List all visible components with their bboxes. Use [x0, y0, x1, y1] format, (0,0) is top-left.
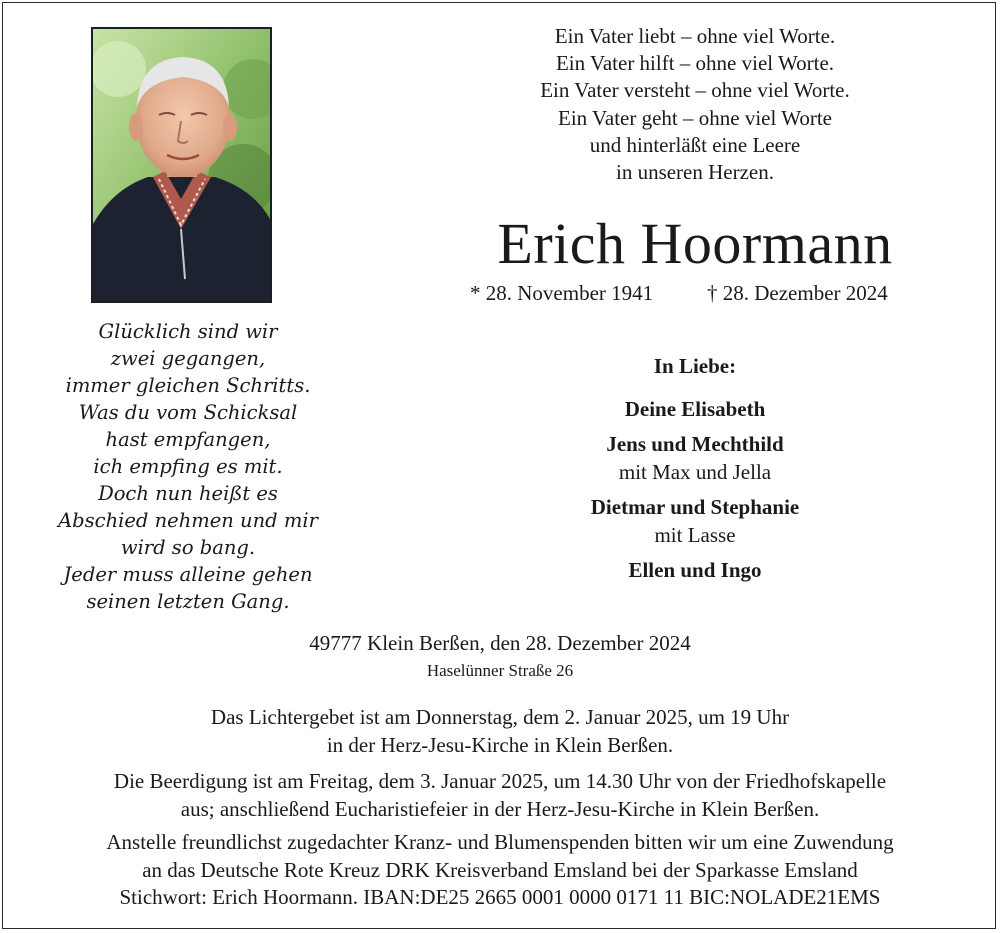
- notice-line: Die Beerdigung ist am Freitag, dem 3. Januar 2025, um 14.30 Uhr von der Friedhofskapelle: [113, 769, 887, 793]
- verse-line: Ein Vater versteht – ohne viel Worte.: [540, 78, 850, 103]
- death-date: † 28. Dezember 2024: [707, 281, 888, 305]
- poem-line: hast empfangen,: [105, 428, 271, 451]
- poem-line: zwei gegangen,: [110, 347, 266, 370]
- notice-line: in der Herz-Jesu-Kirche in Klein Berßen.: [326, 732, 674, 757]
- poem-line: Doch nun heißt es: [98, 482, 278, 505]
- verse-line: Ein Vater hilft – ohne viel Worte.: [555, 51, 835, 76]
- mourner-name: Jens und Mechthild: [606, 432, 784, 456]
- street-address: Haselünner Straße 26: [426, 661, 574, 680]
- place-and-date: 49777 Klein Berßen, den 28. Dezember 2024: [309, 631, 691, 655]
- mourner-children: mit Lasse: [654, 523, 736, 547]
- farewell-poem: [40, 318, 336, 615]
- poem-line: immer gleichen Schritts.: [65, 374, 311, 397]
- notice-line: Das Lichtergebet ist am Donnerstag, dem 2. Januar 2025, um 19 Uhr: [210, 705, 790, 729]
- mourner-children: mit Max und Jella: [618, 460, 772, 484]
- poem-line: seinen letzten Gang.: [86, 590, 290, 613]
- poem-line: Jeder muss alleine gehen: [63, 563, 313, 586]
- verse-line: Ein Vater liebt – ohne viel Worte.: [554, 24, 836, 48]
- funeral-notice: [0, 768, 1000, 823]
- poem-line: ich empfing es mit.: [93, 455, 283, 478]
- notice-line: Stichwort: Erich Hoormann. IBAN:DE25 2665 0001 0000 0171 11 BIC:NOLADE21EMS: [119, 885, 881, 909]
- deceased-name: Erich Hoormann: [497, 211, 893, 276]
- poem-line: Glücklich sind wir: [98, 320, 278, 343]
- mourners-heading: In Liebe:: [653, 354, 737, 378]
- mourner-name: Dietmar und Stephanie: [590, 495, 800, 519]
- notice-line: aus; anschließend Eucharistiefeier in der Herz-Jesu-Kirche in Klein Berßen.: [180, 796, 820, 821]
- birth-date: * 28. November 1941: [470, 281, 654, 305]
- mourners-list: [535, 352, 855, 584]
- notice-line: Anstelle freundlichst zugedachter Kranz- und Blumenspenden bitten wir um eine Zuwendung: [106, 830, 894, 854]
- poem-line: Was du vom Schicksal: [78, 401, 298, 424]
- prayer-notice: [0, 704, 1000, 759]
- portrait-photo: [91, 27, 272, 303]
- poem-line: Abschied nehmen und mir: [58, 509, 318, 532]
- notice-line: an das Deutsche Rote Kreuz DRK Kreisverband Emsland bei der Sparkasse Emsland: [142, 857, 858, 882]
- verse-line: in unseren Herzen.: [615, 160, 774, 185]
- father-verse: [490, 23, 900, 186]
- mourner-name: Deine Elisabeth: [624, 397, 766, 421]
- verse-line: und hinterläßt eine Leere: [589, 132, 801, 157]
- verse-line: Ein Vater geht – ohne viel Worte: [558, 105, 832, 130]
- donation-notice: [0, 829, 1000, 912]
- mourner-name: Ellen und Ingo: [628, 558, 762, 582]
- poem-line: wird so bang.: [120, 536, 256, 559]
